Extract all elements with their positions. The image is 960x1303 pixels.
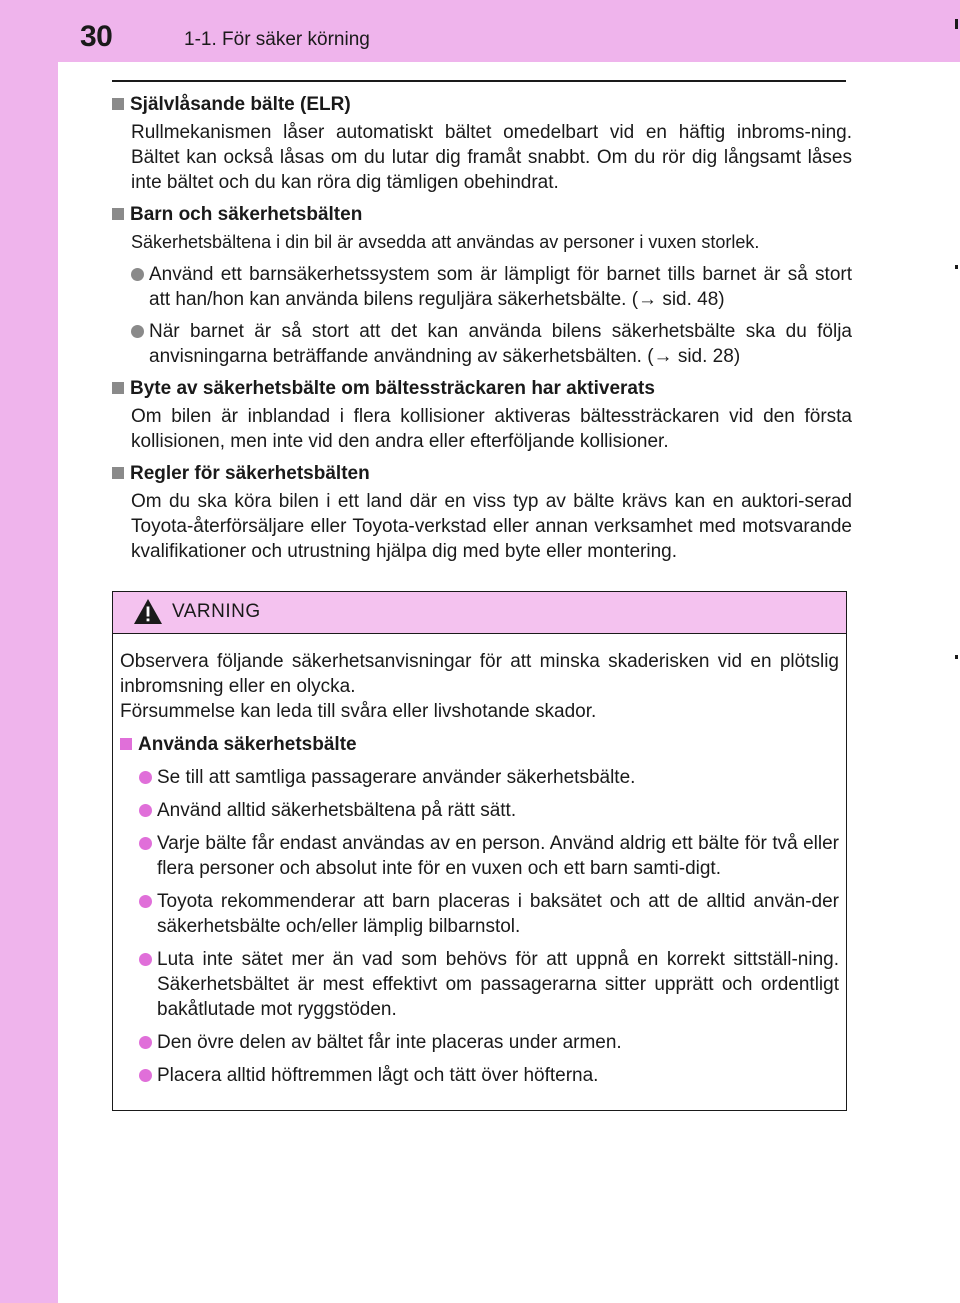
warning-list-item-text: Luta inte sätet mer än vad som behövs för att uppnå en korrekt sittställ-ning. Säkerhetsbältet är mest effektivt om passagerarna sitter upprätt och ordentligt bakåtlutade mot ryggstöden. [157, 949, 839, 1020]
section-title: Regler för säkerhetsbälten [130, 463, 370, 484]
list-item-text: Använd ett barnsäkerhetssystem som är lämpligt för barnet tills barnet är så stort att han/hon kan använda bilens reguljära säkerhetsbälte. (→ sid. 48) [149, 264, 852, 310]
page-number: 30 [80, 20, 113, 53]
margin-mark [955, 265, 958, 269]
header-color-band [0, 0, 960, 62]
warning-list-item [139, 765, 839, 790]
circle-bullet-icon [139, 837, 152, 850]
circle-bullet-icon [131, 325, 144, 338]
circle-bullet-icon [139, 771, 152, 784]
side-color-band [0, 0, 58, 1303]
warning-list-item-text: Använd alltid säkerhetsbältena på rätt sätt. [157, 800, 517, 821]
square-bullet-icon [112, 208, 124, 220]
list-item [131, 319, 852, 369]
list-item-text: När barnet är så stort att det kan använda bilens säkerhetsbälte ska du följa anvisningarna beträffande användning av säkerhetsbälten. (→ sid. 28) [149, 321, 852, 367]
warning-body [113, 634, 846, 1088]
circle-bullet-icon [139, 895, 152, 908]
square-bullet-icon [112, 98, 124, 110]
section-text: Om du ska köra bilen i ett land där en viss typ av bälte krävs kan en auktori-serad Toyota-återförsäljare eller Toyota-verkstad eller annan verksamhet med motsvarande kvalifikationer och utrustning hjälpa dig med byte eller montering. [131, 491, 852, 562]
margin-mark [955, 655, 958, 659]
circle-bullet-icon [139, 953, 152, 966]
warning-list-item [139, 1030, 839, 1055]
warning-title: VARNING [172, 601, 261, 622]
section-text: Rullmekanismen låser automatiskt bältet omedelbart vid en häftig inbroms-ning. Bältet kan också låsas om du lutar dig framåt snabbt. Om du rör dig långsamt låses inte bältet och du kan röra dig tämligen obehindrat. [131, 122, 852, 193]
section-title: Byte av säkerhetsbälte om bältessträckaren har aktiverats [130, 378, 655, 399]
section-heading [112, 376, 852, 402]
main-content [112, 92, 852, 571]
section-title: Självlåsande bälte (ELR) [130, 94, 351, 115]
warning-subheading [120, 732, 839, 757]
square-bullet-icon [120, 738, 132, 750]
warning-list-item [139, 889, 839, 939]
warning-triangle-icon [133, 598, 163, 625]
warning-intro-2: Försummelse kan leda till svåra eller livshotande skador. [120, 701, 597, 722]
section-pretensioner [112, 376, 852, 454]
warning-list-item [139, 1063, 839, 1088]
chapter-title: 1-1. För säker körning [184, 29, 370, 50]
warning-list-item-text: Toyota rekommenderar att barn placeras i baksätet och att de alltid använ-der säkerhetsbälte och/eller lämplig bilbarnstol. [157, 891, 839, 937]
warning-list-item-text: Se till att samtliga passagerare använder säkerhetsbälte. [157, 767, 636, 788]
margin-mark [955, 19, 958, 29]
header-divider [112, 80, 846, 82]
section-rules [112, 461, 852, 564]
section-heading [112, 202, 852, 228]
circle-bullet-icon [139, 1069, 152, 1082]
square-bullet-icon [112, 467, 124, 479]
section-children [112, 202, 852, 369]
section-elr [112, 92, 852, 195]
warning-list-item-text: Placera alltid höftremmen lågt och tätt över höfterna. [157, 1065, 599, 1086]
section-heading [112, 461, 852, 487]
section-heading [112, 92, 852, 118]
warning-subheading-text: Använda säkerhetsbälte [138, 734, 357, 755]
warning-list-item-text: Den övre delen av bältet får inte placeras under armen. [157, 1032, 622, 1053]
circle-bullet-icon [139, 1036, 152, 1049]
circle-bullet-icon [131, 268, 144, 281]
warning-list-item [139, 798, 839, 823]
warning-box [112, 591, 847, 1111]
square-bullet-icon [112, 382, 124, 394]
warning-list-item-text: Varje bälte får endast användas av en person. Använd aldrig ett bälte för två eller flera personer och absolut inte för en vuxen och ett barn samti-digt. [157, 833, 839, 879]
list-item [131, 262, 852, 312]
warning-list-item [139, 947, 839, 1022]
section-text: Om bilen är inblandad i flera kollisioner aktiveras bältessträckaren vid den första kollisionen, men inte vid den andra eller efterföljande kollisioner. [131, 406, 852, 452]
section-title: Barn och säkerhetsbälten [130, 204, 363, 225]
warning-intro: Observera följande säkerhetsanvisningar för att minska skaderisken vid en plötslig inbromsning eller en olycka. [120, 651, 839, 697]
warning-list-item [139, 831, 839, 881]
section-text: Säkerhetsbältena i din bil är avsedda att användas av personer i vuxen storlek. [131, 232, 760, 252]
circle-bullet-icon [139, 804, 152, 817]
warning-header [113, 592, 846, 634]
